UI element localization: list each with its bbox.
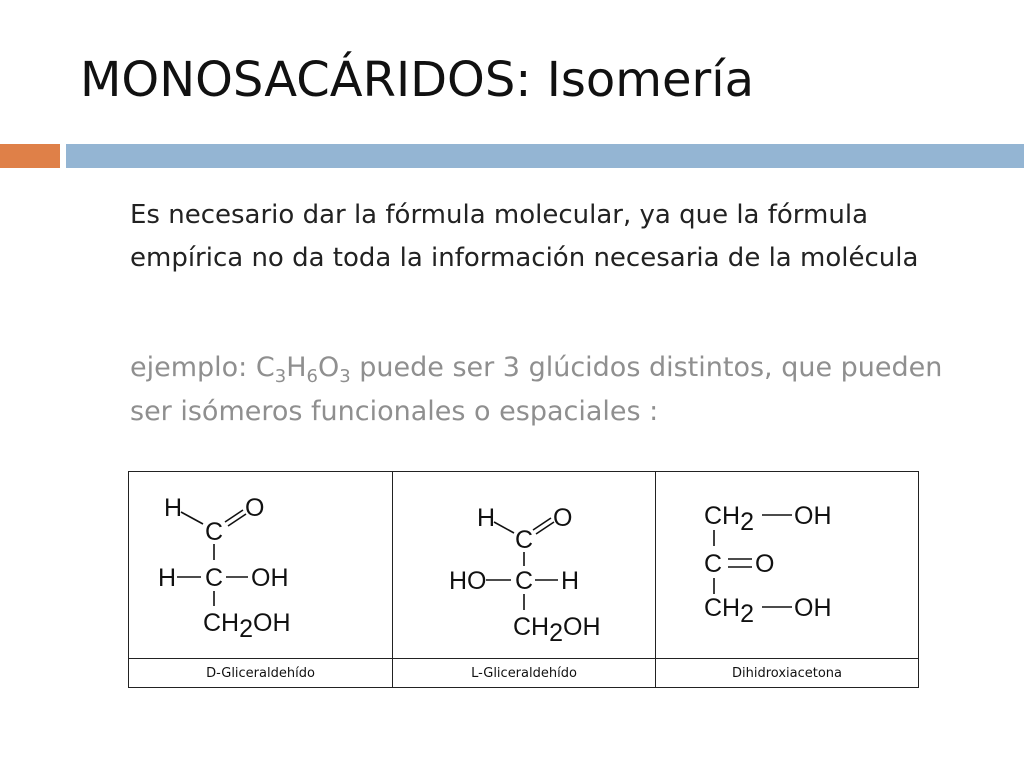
slide-title: MONOSACÁRIDOS: Isomería [80,52,755,108]
label-dihydroxyacetone: Dihidroxiacetona [656,658,918,687]
molecular-formula: $C_3H_6O_3$ [255,352,351,387]
atom-o-top: O [245,494,265,522]
atom-oh-bottom: OH [794,594,832,622]
atom-c1: C [515,526,534,554]
atom-oh-top: OH [794,502,832,530]
atom-c2: C [205,564,224,592]
structure-l-glyceraldehyde [392,472,656,658]
label-l-glyceraldehyde: L-Gliceraldehído [392,658,656,687]
atom-o-mid: O [755,550,775,578]
group-ch2oh: CH2OH [513,613,601,647]
atom-h-left: H [158,564,177,592]
bond-c1-o-double [228,514,246,526]
atom-c-mid: C [704,550,723,578]
paragraph-formula-note: Es necesario dar la fórmula molecular, ya que la fórmula empírica no da toda la información necesaria de la molécula [130,200,919,273]
d-glyceraldehyde-structure [129,472,391,658]
dihydroxyacetone-structure [656,472,918,658]
example-prefix: ejemplo: [130,352,256,383]
atom-o-top: O [553,504,573,532]
atom-c1: C [205,518,224,546]
bond-h-c1 [494,522,514,533]
group-ch2-top: CH2 [704,502,755,536]
atom-ho-left: HO [449,567,487,595]
accent-bar-blue [66,144,1024,168]
label-d-glyceraldehyde: D-Gliceraldehído [129,658,392,687]
accent-bar-orange [0,144,60,168]
atom-h-top: H [164,494,183,522]
paragraph-example [130,346,980,434]
atom-h-right: H [561,567,580,595]
structure-dihydroxyacetone [656,472,918,658]
atom-c2: C [515,567,534,595]
bond-c1-o-double [536,522,554,534]
group-ch2-bottom: CH2 [704,594,755,628]
group-ch2oh: CH2OH [203,609,291,643]
example-suffix: puede ser 3 glúcidos distintos, que pueden ser isómeros funcionales o espaciales : [130,352,943,427]
bond-h-c1 [181,512,203,524]
atom-h-top: H [477,504,496,532]
structure-d-glyceraldehyde [129,472,392,658]
l-glyceraldehyde-structure [393,472,655,658]
isomer-table [128,471,919,688]
atom-oh-right: OH [251,564,289,592]
